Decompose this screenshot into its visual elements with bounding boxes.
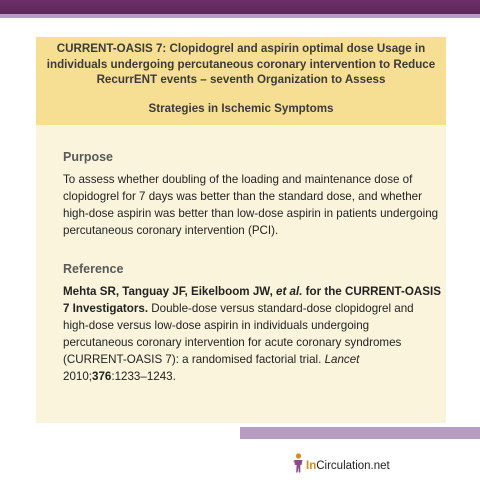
logo-text <box>306 459 390 473</box>
reference-journal: Lancet <box>324 353 360 366</box>
purpose-section <box>63 149 441 239</box>
slide-title-line2: Strategies in Ischemic Symptoms <box>148 101 334 115</box>
logo-suffix: Circulation.net <box>316 460 390 472</box>
reference-authors-names: Mehta SR, Tanguay JF, Eikelboom JW, <box>63 285 277 298</box>
reference-volume: 376 <box>92 370 112 383</box>
reference-section <box>63 261 441 385</box>
reference-heading: Reference <box>63 262 124 276</box>
purpose-heading: Purpose <box>63 150 114 164</box>
reference-year: 2010; <box>63 370 93 383</box>
bottom-stripe <box>240 427 480 439</box>
top-banner <box>0 0 480 18</box>
top-banner-stripe <box>0 14 480 18</box>
reference-article-title: Double-dose versus standard-dose clopidogrel and high-dose versus low-dose aspirin in individuals undergoing percutaneous coronary intervention for acute coronary syndromes (CURRENT-OASIS 7): a randomised factorial trial. <box>63 302 414 366</box>
reference-text <box>63 283 441 385</box>
logo-prefix: In <box>306 460 317 472</box>
content-box <box>36 125 446 423</box>
slide-title: CURRENT-OASIS 7: Clopidogrel and aspirin optimal dose Usage in individuals undergoing percutaneous coronary intervention to Reduce RecurrENT events – seventh Organization to Assess <box>46 42 436 86</box>
reference-pages: :1233–1243. <box>111 370 176 383</box>
title-box <box>36 37 446 125</box>
reference-investigators: for the CURRENT-OASIS 7 Investigators. <box>63 285 441 315</box>
purpose-text: To assess whether doubling of the loading and maintenance dose of clopidogrel for 7 days was better than the standard dose, and whether high-dose aspirin was better than low-dose aspirin in patients undergoing percutaneous coronary intervention (PCI). <box>63 173 439 237</box>
person-figure-icon <box>291 453 305 473</box>
reference-et-al: et al. <box>276 285 303 298</box>
incirculation-logo <box>291 453 390 473</box>
